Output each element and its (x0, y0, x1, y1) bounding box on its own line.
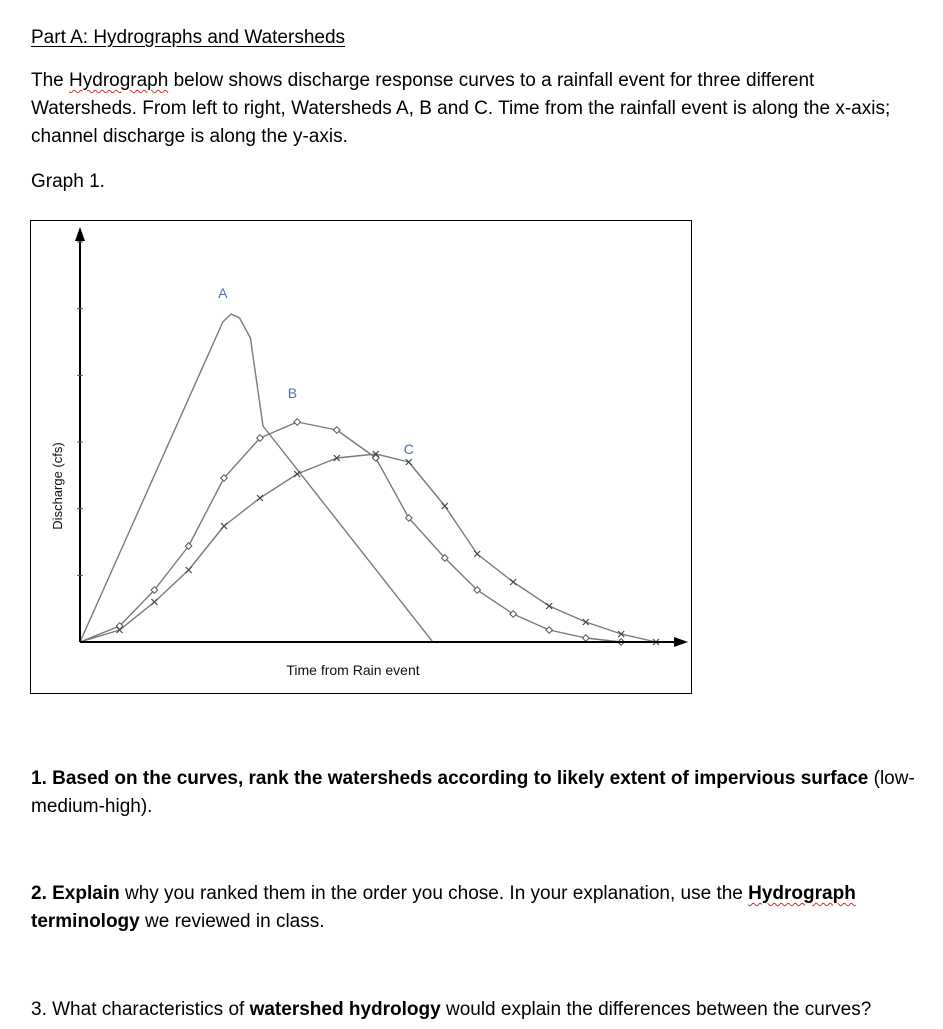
question-3-bold: watershed hydrology (249, 999, 441, 1020)
curve-label-c: C (403, 441, 414, 457)
intro-text: below shows discharge response curves to a rainfall event for three different (168, 70, 815, 91)
question-3 (31, 996, 871, 1024)
curve-label-b: B (287, 385, 298, 401)
series-b-point (546, 627, 553, 634)
series-b-point (294, 419, 301, 426)
question-2-text: why you ranked them in the order you chose. In your explanation, use the (119, 883, 749, 904)
series-c-point (510, 579, 516, 585)
question-1 (31, 765, 915, 821)
intro-line-3: channel discharge is along the y-axis. (31, 126, 348, 147)
y-axis-label: Discharge (cfs) (50, 442, 65, 530)
heading-hydrographs-word: Hydrographs (93, 27, 203, 48)
intro-paragraph (31, 67, 890, 151)
question-2-terminology-word: terminology (31, 911, 140, 932)
question-2 (31, 880, 856, 936)
series-c-point (221, 523, 227, 529)
series-c-line (80, 454, 680, 642)
question-2-bold: 2. Explain (31, 883, 120, 904)
series-a-line (80, 314, 680, 642)
question-1-line-1 (31, 765, 915, 793)
question-2-hydrograph-word: Hydrograph (748, 883, 856, 904)
x-axis-label: Time from Rain event (286, 662, 420, 678)
series-c-point (186, 567, 192, 573)
series-c-point (442, 503, 448, 509)
question-3-text: would explain the differences between the curves? (440, 999, 872, 1020)
section-heading (31, 24, 345, 52)
series-b-point (583, 635, 590, 642)
intro-line-1 (31, 67, 890, 95)
question-2-text: we reviewed in class. (139, 911, 325, 932)
hydrograph-chart (31, 221, 693, 695)
x-axis-arrowhead (674, 637, 688, 647)
y-axis-arrowhead (75, 227, 85, 241)
series-c-point (151, 599, 157, 605)
series-c-point (474, 551, 480, 557)
intro-text: The (31, 70, 70, 91)
series-c-point (294, 471, 300, 477)
question-2-line-2 (31, 908, 856, 936)
question-1-text: (low- (868, 768, 915, 789)
question-1-bold: 1. Based on the curves, rank the watersheds according to likely extent of impervious surface (31, 768, 869, 789)
hydrograph-figure (30, 220, 692, 694)
curve-label-a: A (218, 285, 228, 301)
intro-hydrograph-word: Hydrograph (69, 70, 169, 91)
question-3-text: 3. What characteristics of (31, 999, 250, 1020)
graph-label: Graph 1. (31, 171, 105, 192)
heading-suffix: and Watersheds (202, 27, 346, 48)
heading-prefix: Part A: (31, 27, 94, 48)
series-c-point (546, 603, 552, 609)
series-c-point (257, 495, 263, 501)
intro-line-2: Watersheds. From left to right, Watersheds A, B and C. Time from the rainfall event is along the x-axis; (31, 98, 891, 119)
question-2-line-1 (31, 880, 856, 908)
question-1-line-2: medium-high). (31, 796, 153, 817)
